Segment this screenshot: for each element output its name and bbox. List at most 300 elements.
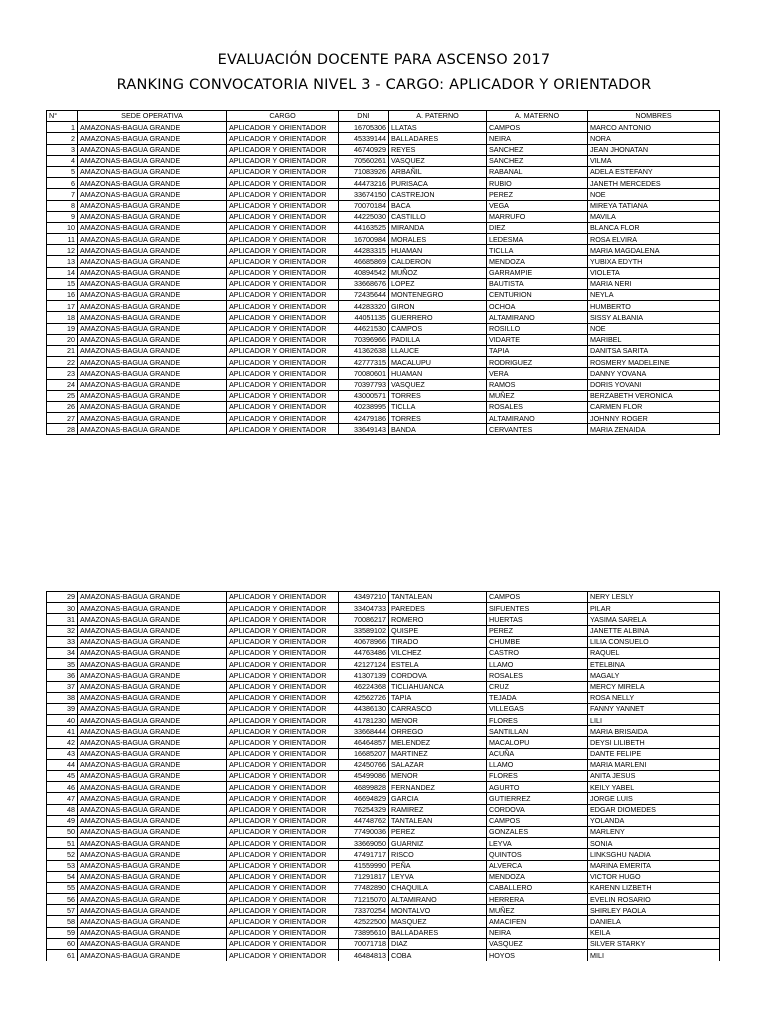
cell-number: 16 xyxy=(47,290,78,301)
cell-cargo: APLICADOR Y ORIENTADOR xyxy=(227,905,339,916)
cell-number: 46 xyxy=(47,782,78,793)
cell-paterno: PEREZ xyxy=(389,826,487,837)
cell-number: 9 xyxy=(47,211,78,222)
ranking-table-1 xyxy=(46,110,720,435)
cell-materno: ROSALES xyxy=(487,670,588,681)
cell-nombres: ANITA JESUS xyxy=(588,771,720,782)
cell-nombres: NOE xyxy=(588,323,720,334)
table-row xyxy=(47,133,720,144)
cell-paterno: LLAUCE xyxy=(389,345,487,356)
cell-number: 5 xyxy=(47,166,78,177)
cell-cargo: APLICADOR Y ORIENTADOR xyxy=(227,267,339,278)
cell-nombres: EDGAR DIOMEDES xyxy=(588,804,720,815)
table-row xyxy=(47,390,720,401)
cell-number: 55 xyxy=(47,882,78,893)
cell-nombres: ETELBINA xyxy=(588,659,720,670)
cell-materno: TICLLA xyxy=(487,245,588,256)
cell-nombres: MILI xyxy=(588,950,720,961)
cell-sede: AMAZONAS-BAGUA GRANDE xyxy=(78,603,227,614)
cell-cargo: APLICADOR Y ORIENTADOR xyxy=(227,290,339,301)
cell-materno: AMACIFEN xyxy=(487,916,588,927)
cell-sede: AMAZONAS-BAGUA GRANDE xyxy=(78,379,227,390)
cell-number: 32 xyxy=(47,625,78,636)
cell-paterno: GUARNIZ xyxy=(389,838,487,849)
cell-sede: AMAZONAS-BAGUA GRANDE xyxy=(78,771,227,782)
cell-cargo: APLICADOR Y ORIENTADOR xyxy=(227,133,339,144)
table-row xyxy=(47,345,720,356)
cell-nombres: MAVILA xyxy=(588,211,720,222)
cell-number: 49 xyxy=(47,815,78,826)
cell-cargo: APLICADOR Y ORIENTADOR xyxy=(227,759,339,770)
cell-sede: AMAZONAS-BAGUA GRANDE xyxy=(78,826,227,837)
cell-paterno: BALLADARES xyxy=(389,927,487,938)
cell-dni: 41781230 xyxy=(339,715,389,726)
cell-paterno: SALAZAR xyxy=(389,759,487,770)
table-row xyxy=(47,312,720,323)
cell-paterno: CHAQUILA xyxy=(389,882,487,893)
cell-nombres: SONIA xyxy=(588,838,720,849)
cell-materno: SANTILLAN xyxy=(487,726,588,737)
cell-cargo: APLICADOR Y ORIENTADOR xyxy=(227,390,339,401)
cell-number: 21 xyxy=(47,345,78,356)
cell-cargo: APLICADOR Y ORIENTADOR xyxy=(227,659,339,670)
table-row xyxy=(47,871,720,882)
table-row xyxy=(47,860,720,871)
cell-number: 31 xyxy=(47,614,78,625)
cell-cargo: APLICADOR Y ORIENTADOR xyxy=(227,222,339,233)
cell-cargo: APLICADOR Y ORIENTADOR xyxy=(227,401,339,412)
table-row xyxy=(47,166,720,177)
cell-paterno: MELENDEZ xyxy=(389,737,487,748)
cell-sede: AMAZONAS-BAGUA GRANDE xyxy=(78,122,227,133)
cell-nombres: YOLANDA xyxy=(588,815,720,826)
cell-dni: 44386130 xyxy=(339,703,389,714)
cell-number: 15 xyxy=(47,278,78,289)
cell-nombres: NEYLA xyxy=(588,290,720,301)
cell-number: 27 xyxy=(47,413,78,424)
cell-sede: AMAZONAS-BAGUA GRANDE xyxy=(78,625,227,636)
table-row xyxy=(47,625,720,636)
cell-materno: QUINTOS xyxy=(487,849,588,860)
cell-sede: AMAZONAS-BAGUA GRANDE xyxy=(78,647,227,658)
cell-dni: 40894542 xyxy=(339,267,389,278)
cell-materno: ALVERCA xyxy=(487,860,588,871)
cell-nombres: HUMBERTO xyxy=(588,301,720,312)
cell-number: 58 xyxy=(47,916,78,927)
cell-sede: AMAZONAS-BAGUA GRANDE xyxy=(78,211,227,222)
cell-sede: AMAZONAS-BAGUA GRANDE xyxy=(78,636,227,647)
cell-sede: AMAZONAS-BAGUA GRANDE xyxy=(78,222,227,233)
cell-materno: ACUÑA xyxy=(487,748,588,759)
cell-number: 39 xyxy=(47,703,78,714)
cell-dni: 33668444 xyxy=(339,726,389,737)
cell-materno: PEREZ xyxy=(487,189,588,200)
cell-number: 22 xyxy=(47,357,78,368)
document-subtitle: RANKING CONVOCATORIA NIVEL 3 - CARGO: APLICADOR Y ORIENTADOR xyxy=(116,77,652,93)
cell-paterno: RAMIREZ xyxy=(389,804,487,815)
cell-number: 23 xyxy=(47,368,78,379)
cell-number: 33 xyxy=(47,636,78,647)
cell-materno: CENTURION xyxy=(487,290,588,301)
cell-sede: AMAZONAS-BAGUA GRANDE xyxy=(78,882,227,893)
cell-nombres: ROSA ELVIRA xyxy=(588,234,720,245)
table-row xyxy=(47,849,720,860)
cell-paterno: RISCO xyxy=(389,849,487,860)
cell-nombres: KARENN LIZBETH xyxy=(588,882,720,893)
cell-sede: AMAZONAS-BAGUA GRANDE xyxy=(78,659,227,670)
cell-sede: AMAZONAS-BAGUA GRANDE xyxy=(78,345,227,356)
cell-materno: SIFUENTES xyxy=(487,603,588,614)
cell-sede: AMAZONAS-BAGUA GRANDE xyxy=(78,614,227,625)
cell-dni: 46685869 xyxy=(339,256,389,267)
cell-sede: AMAZONAS-BAGUA GRANDE xyxy=(78,144,227,155)
cell-dni: 46694829 xyxy=(339,793,389,804)
cell-number: 48 xyxy=(47,804,78,815)
cell-sede: AMAZONAS-BAGUA GRANDE xyxy=(78,759,227,770)
cell-number: 3 xyxy=(47,144,78,155)
cell-cargo: APLICADOR Y ORIENTADOR xyxy=(227,278,339,289)
cell-nombres: DANITSA SARITA xyxy=(588,345,720,356)
cell-materno: CAMPOS xyxy=(487,122,588,133)
cell-nombres: ROSMERY MADELEINE xyxy=(588,357,720,368)
table-row xyxy=(47,245,720,256)
cell-materno: PEREZ xyxy=(487,625,588,636)
cell-paterno: PADILLA xyxy=(389,334,487,345)
cell-nombres: LINKSGHU NADIA xyxy=(588,849,720,860)
cell-paterno: MASQUEZ xyxy=(389,916,487,927)
cell-nombres: DORIS YOVANI xyxy=(588,379,720,390)
cell-sede: AMAZONAS-BAGUA GRANDE xyxy=(78,413,227,424)
cell-nombres: NORA xyxy=(588,133,720,144)
cell-cargo: APLICADOR Y ORIENTADOR xyxy=(227,838,339,849)
cell-dni: 70396966 xyxy=(339,334,389,345)
cell-sede: AMAZONAS-BAGUA GRANDE xyxy=(78,245,227,256)
cell-dni: 33649143 xyxy=(339,424,389,435)
cell-cargo: APLICADOR Y ORIENTADOR xyxy=(227,312,339,323)
cell-sede: AMAZONAS-BAGUA GRANDE xyxy=(78,592,227,603)
cell-cargo: APLICADOR Y ORIENTADOR xyxy=(227,178,339,189)
cell-cargo: APLICADOR Y ORIENTADOR xyxy=(227,166,339,177)
cell-nombres: MARIBEL xyxy=(588,334,720,345)
cell-paterno: MACALUPU xyxy=(389,357,487,368)
cell-materno: TEJADA xyxy=(487,692,588,703)
cell-paterno: ORREGO xyxy=(389,726,487,737)
cell-paterno: PAREDES xyxy=(389,603,487,614)
cell-paterno: PURISACA xyxy=(389,178,487,189)
cell-materno: NEIRA xyxy=(487,927,588,938)
cell-nombres: SHIRLEY PAOLA xyxy=(588,905,720,916)
cell-sede: AMAZONAS-BAGUA GRANDE xyxy=(78,670,227,681)
cell-sede: AMAZONAS-BAGUA GRANDE xyxy=(78,927,227,938)
cell-dni: 70397793 xyxy=(339,379,389,390)
cell-number: 45 xyxy=(47,771,78,782)
cell-number: 42 xyxy=(47,737,78,748)
cell-materno: FLORES xyxy=(487,715,588,726)
cell-paterno: ALTAMIRANO xyxy=(389,894,487,905)
table-row xyxy=(47,178,720,189)
cell-cargo: APLICADOR Y ORIENTADOR xyxy=(227,155,339,166)
cell-materno: ROSALES xyxy=(487,401,588,412)
cell-paterno: ROMERO xyxy=(389,614,487,625)
cell-nombres: MARLENY xyxy=(588,826,720,837)
cell-cargo: APLICADOR Y ORIENTADOR xyxy=(227,692,339,703)
cell-number: 30 xyxy=(47,603,78,614)
column-header-dni: DNI xyxy=(339,111,389,122)
cell-nombres: MARINA EMERITA xyxy=(588,860,720,871)
cell-number: 50 xyxy=(47,826,78,837)
cell-cargo: APLICADOR Y ORIENTADOR xyxy=(227,849,339,860)
table-row xyxy=(47,603,720,614)
cell-number: 6 xyxy=(47,178,78,189)
table-row xyxy=(47,748,720,759)
cell-paterno: PEÑA xyxy=(389,860,487,871)
cell-materno: HUERTAS xyxy=(487,614,588,625)
cell-nombres: DEYSI LILIBETH xyxy=(588,737,720,748)
table-row xyxy=(47,815,720,826)
cell-paterno: CALDERON xyxy=(389,256,487,267)
cell-cargo: APLICADOR Y ORIENTADOR xyxy=(227,804,339,815)
cell-materno: AGURTO xyxy=(487,782,588,793)
table-row xyxy=(47,804,720,815)
cell-materno: RABANAL xyxy=(487,166,588,177)
cell-sede: AMAZONAS-BAGUA GRANDE xyxy=(78,726,227,737)
table-row xyxy=(47,703,720,714)
cell-sede: AMAZONAS-BAGUA GRANDE xyxy=(78,905,227,916)
cell-cargo: APLICADOR Y ORIENTADOR xyxy=(227,625,339,636)
cell-materno: DIEZ xyxy=(487,222,588,233)
cell-number: 25 xyxy=(47,390,78,401)
cell-nombres: MARIA NERI xyxy=(588,278,720,289)
cell-materno: MUÑEZ xyxy=(487,390,588,401)
cell-cargo: APLICADOR Y ORIENTADOR xyxy=(227,670,339,681)
cell-materno: HERRERA xyxy=(487,894,588,905)
cell-cargo: APLICADOR Y ORIENTADOR xyxy=(227,614,339,625)
table-row xyxy=(47,793,720,804)
table-row xyxy=(47,771,720,782)
cell-nombres: MARIA ZENAIDA xyxy=(588,424,720,435)
cell-materno: GARRAMPIE xyxy=(487,267,588,278)
cell-dni: 40238995 xyxy=(339,401,389,412)
table-row xyxy=(47,715,720,726)
cell-sede: AMAZONAS-BAGUA GRANDE xyxy=(78,133,227,144)
cell-dni: 33589102 xyxy=(339,625,389,636)
cell-materno: RUBIO xyxy=(487,178,588,189)
table-row xyxy=(47,122,720,133)
cell-nombres: BLANCA FLOR xyxy=(588,222,720,233)
cell-materno: LEYVA xyxy=(487,838,588,849)
cell-cargo: APLICADOR Y ORIENTADOR xyxy=(227,413,339,424)
cell-sede: AMAZONAS-BAGUA GRANDE xyxy=(78,189,227,200)
cell-paterno: CARRASCO xyxy=(389,703,487,714)
cell-sede: AMAZONAS-BAGUA GRANDE xyxy=(78,390,227,401)
table-row xyxy=(47,614,720,625)
cell-number: 29 xyxy=(47,592,78,603)
cell-materno: CERVANTES xyxy=(487,424,588,435)
cell-paterno: GIRON xyxy=(389,301,487,312)
cell-sede: AMAZONAS-BAGUA GRANDE xyxy=(78,155,227,166)
cell-paterno: MIRANDA xyxy=(389,222,487,233)
cell-dni: 46740929 xyxy=(339,144,389,155)
cell-materno: MACALOPU xyxy=(487,737,588,748)
table-row xyxy=(47,401,720,412)
cell-materno: LLAMO xyxy=(487,659,588,670)
cell-dni: 42479186 xyxy=(339,413,389,424)
cell-materno: TAPIA xyxy=(487,345,588,356)
cell-cargo: APLICADOR Y ORIENTADOR xyxy=(227,871,339,882)
cell-nombres: MERCY MIRELA xyxy=(588,681,720,692)
cell-dni: 77490036 xyxy=(339,826,389,837)
cell-cargo: APLICADOR Y ORIENTADOR xyxy=(227,826,339,837)
cell-dni: 77482890 xyxy=(339,882,389,893)
cell-dni: 43000571 xyxy=(339,390,389,401)
cell-dni: 44473216 xyxy=(339,178,389,189)
cell-nombres: JANETH MERCEDES xyxy=(588,178,720,189)
cell-number: 14 xyxy=(47,267,78,278)
cell-number: 56 xyxy=(47,894,78,905)
table-row xyxy=(47,189,720,200)
cell-sede: AMAZONAS-BAGUA GRANDE xyxy=(78,849,227,860)
table-row xyxy=(47,200,720,211)
cell-sede: AMAZONAS-BAGUA GRANDE xyxy=(78,871,227,882)
cell-sede: AMAZONAS-BAGUA GRANDE xyxy=(78,793,227,804)
cell-nombres: VILMA xyxy=(588,155,720,166)
table-row xyxy=(47,211,720,222)
cell-dni: 47491717 xyxy=(339,849,389,860)
cell-dni: 41307139 xyxy=(339,670,389,681)
cell-cargo: APLICADOR Y ORIENTADOR xyxy=(227,726,339,737)
cell-materno: RAMOS xyxy=(487,379,588,390)
cell-dni: 70086217 xyxy=(339,614,389,625)
cell-dni: 46484813 xyxy=(339,950,389,961)
cell-paterno: TORRES xyxy=(389,390,487,401)
cell-dni: 33404733 xyxy=(339,603,389,614)
cell-paterno: TANTALEAN xyxy=(389,592,487,603)
cell-cargo: APLICADOR Y ORIENTADOR xyxy=(227,301,339,312)
cell-sede: AMAZONAS-BAGUA GRANDE xyxy=(78,323,227,334)
cell-sede: AMAZONAS-BAGUA GRANDE xyxy=(78,692,227,703)
cell-dni: 71215070 xyxy=(339,894,389,905)
cell-cargo: APLICADOR Y ORIENTADOR xyxy=(227,234,339,245)
cell-dni: 16685207 xyxy=(339,748,389,759)
cell-cargo: APLICADOR Y ORIENTADOR xyxy=(227,681,339,692)
cell-dni: 45499086 xyxy=(339,771,389,782)
cell-materno: CHUMBE xyxy=(487,636,588,647)
table-row xyxy=(47,323,720,334)
cell-nombres: DANNY YOVANA xyxy=(588,368,720,379)
cell-sede: AMAZONAS-BAGUA GRANDE xyxy=(78,256,227,267)
cell-dni: 46224368 xyxy=(339,681,389,692)
table-row xyxy=(47,938,720,949)
cell-paterno: HUAMAN xyxy=(389,245,487,256)
cell-sede: AMAZONAS-BAGUA GRANDE xyxy=(78,278,227,289)
cell-cargo: APLICADOR Y ORIENTADOR xyxy=(227,703,339,714)
cell-dni: 44163525 xyxy=(339,222,389,233)
table-row xyxy=(47,144,720,155)
cell-sede: AMAZONAS-BAGUA GRANDE xyxy=(78,357,227,368)
cell-nombres: JORGE LUIS xyxy=(588,793,720,804)
cell-dni: 72435644 xyxy=(339,290,389,301)
cell-cargo: APLICADOR Y ORIENTADOR xyxy=(227,368,339,379)
cell-dni: 71291817 xyxy=(339,871,389,882)
cell-nombres: MAGALY xyxy=(588,670,720,681)
cell-dni: 44621530 xyxy=(339,323,389,334)
cell-nombres: VICTOR HUGO xyxy=(588,871,720,882)
cell-sede: AMAZONAS-BAGUA GRANDE xyxy=(78,860,227,871)
cell-sede: AMAZONAS-BAGUA GRANDE xyxy=(78,301,227,312)
cell-number: 13 xyxy=(47,256,78,267)
table-row xyxy=(47,950,720,961)
cell-dni: 42127124 xyxy=(339,659,389,670)
cell-dni: 73370254 xyxy=(339,905,389,916)
cell-paterno: GUERRERO xyxy=(389,312,487,323)
cell-number: 18 xyxy=(47,312,78,323)
cell-materno: VEGA xyxy=(487,200,588,211)
table-row xyxy=(47,905,720,916)
column-header-sede: SEDE OPERATIVA xyxy=(78,111,227,122)
cell-dni: 44051135 xyxy=(339,312,389,323)
cell-materno: VILLEGAS xyxy=(487,703,588,714)
cell-dni: 42450766 xyxy=(339,759,389,770)
cell-number: 47 xyxy=(47,793,78,804)
cell-cargo: APLICADOR Y ORIENTADOR xyxy=(227,144,339,155)
cell-cargo: APLICADOR Y ORIENTADOR xyxy=(227,636,339,647)
cell-materno: CAMPOS xyxy=(487,592,588,603)
cell-number: 24 xyxy=(47,379,78,390)
cell-paterno: FERNANDEZ xyxy=(389,782,487,793)
cell-nombres: DANIELA xyxy=(588,916,720,927)
cell-cargo: APLICADOR Y ORIENTADOR xyxy=(227,323,339,334)
cell-sede: AMAZONAS-BAGUA GRANDE xyxy=(78,748,227,759)
cell-nombres: MARIA MARLENI xyxy=(588,759,720,770)
cell-nombres: BERZABETH VERONICA xyxy=(588,390,720,401)
cell-sede: AMAZONAS-BAGUA GRANDE xyxy=(78,234,227,245)
cell-paterno: VASQUEZ xyxy=(389,155,487,166)
table-row xyxy=(47,636,720,647)
cell-cargo: APLICADOR Y ORIENTADOR xyxy=(227,334,339,345)
cell-sede: AMAZONAS-BAGUA GRANDE xyxy=(78,838,227,849)
cell-cargo: APLICADOR Y ORIENTADOR xyxy=(227,245,339,256)
cell-number: 37 xyxy=(47,681,78,692)
cell-dni: 40678966 xyxy=(339,636,389,647)
cell-materno: CORDOVA xyxy=(487,804,588,815)
cell-cargo: APLICADOR Y ORIENTADOR xyxy=(227,211,339,222)
cell-nombres: LILI xyxy=(588,715,720,726)
table-row xyxy=(47,278,720,289)
cell-number: 11 xyxy=(47,234,78,245)
cell-paterno: TAPIA xyxy=(389,692,487,703)
cell-cargo: APLICADOR Y ORIENTADOR xyxy=(227,815,339,826)
cell-paterno: MENOR xyxy=(389,715,487,726)
cell-paterno: HUAMAN xyxy=(389,368,487,379)
cell-cargo: APLICADOR Y ORIENTADOR xyxy=(227,379,339,390)
cell-number: 26 xyxy=(47,401,78,412)
cell-cargo: APLICADOR Y ORIENTADOR xyxy=(227,771,339,782)
cell-cargo: APLICADOR Y ORIENTADOR xyxy=(227,882,339,893)
cell-dni: 41362638 xyxy=(339,345,389,356)
cell-dni: 44763486 xyxy=(339,647,389,658)
cell-sede: AMAZONAS-BAGUA GRANDE xyxy=(78,166,227,177)
cell-paterno: GARCIA xyxy=(389,793,487,804)
cell-dni: 42777315 xyxy=(339,357,389,368)
table-row xyxy=(47,413,720,424)
cell-materno: HOYOS xyxy=(487,950,588,961)
cell-dni: 41559990 xyxy=(339,860,389,871)
cell-paterno: LOPEZ xyxy=(389,278,487,289)
cell-cargo: APLICADOR Y ORIENTADOR xyxy=(227,927,339,938)
cell-materno: LEDESMA xyxy=(487,234,588,245)
table-row xyxy=(47,222,720,233)
cell-dni: 45339144 xyxy=(339,133,389,144)
